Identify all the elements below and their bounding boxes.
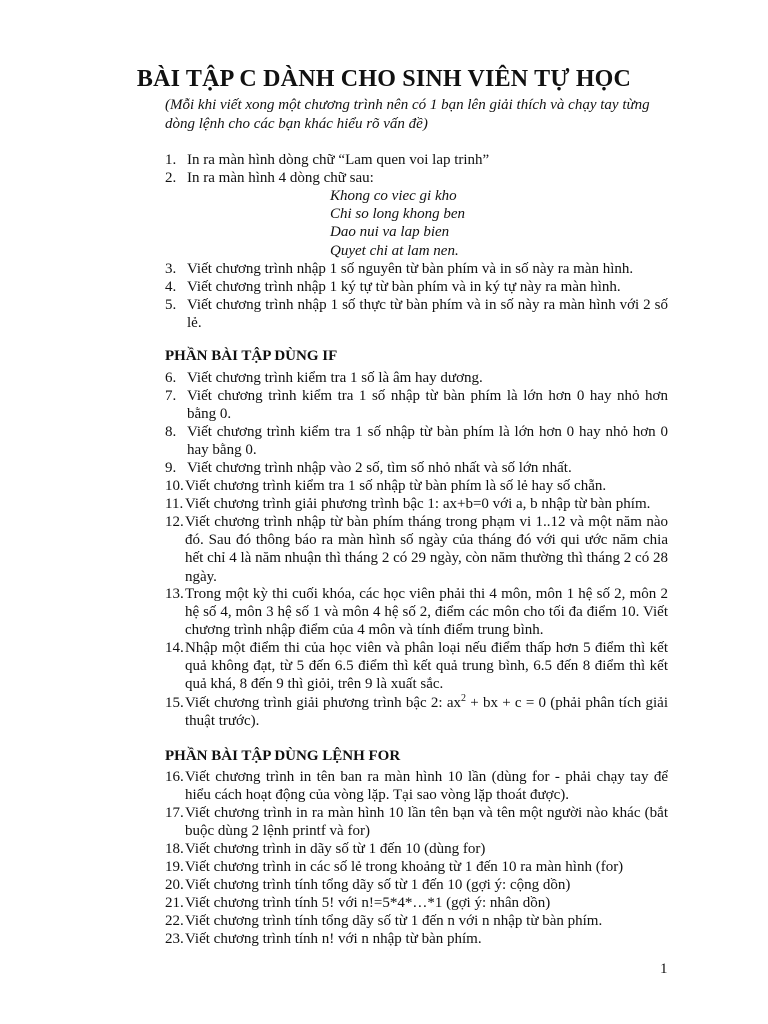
list-item bbox=[165, 639, 668, 694]
item-number: 20. bbox=[165, 877, 184, 893]
item-text: In ra màn hình 4 dòng chữ sau: bbox=[187, 170, 374, 186]
item-number: 14. bbox=[165, 640, 184, 656]
item-number: 11. bbox=[165, 496, 184, 512]
list-item bbox=[165, 151, 668, 169]
item-number: 13. bbox=[165, 586, 184, 602]
list-item bbox=[165, 768, 668, 804]
item-text: Viết chương trình kiểm tra 1 số nhập từ bàn phím là số lẻ hay số chẵn. bbox=[185, 478, 607, 494]
exponent: 2 bbox=[461, 693, 466, 704]
item-text: Viết chương trình tính 5! với n!=5*4*…*1 (gợi ý: nhân dồn) bbox=[185, 895, 551, 911]
item-number: 6. bbox=[165, 370, 177, 386]
item-text: Viết chương trình in ra màn hình 10 lần tên bạn và tên một người nào khác (bắt buộc dùng 2 lệnh printf và for) bbox=[185, 805, 668, 840]
list-item bbox=[165, 369, 668, 387]
list-item bbox=[165, 858, 668, 876]
item-number: 4. bbox=[165, 279, 177, 295]
poem-line: Khong co viec gi kho bbox=[330, 188, 457, 204]
list-item bbox=[165, 894, 668, 912]
item-text: Viết chương trình nhập 1 số thực từ bàn phím và in số này ra màn hình với 2 số lẻ. bbox=[187, 297, 668, 332]
list-item bbox=[165, 169, 668, 187]
document-subtitle: (Mỗi khi viết xong một chương trình nên có 1 bạn lên giải thích và chạy tay từng dòng lệnh cho các bạn khác hiểu rõ vấn đề) bbox=[165, 97, 650, 132]
page-number: 1 bbox=[660, 961, 668, 977]
item-number: 10. bbox=[165, 478, 184, 494]
section-heading-if: PHẦN BÀI TẬP DÙNG IF bbox=[165, 348, 338, 364]
item-text: Viết chương trình kiểm tra 1 số nhập từ bàn phím là lớn hơn 0 hay nhỏ hơn 0 hay bằng 0. bbox=[187, 424, 668, 459]
item-number: 19. bbox=[165, 859, 184, 875]
list-item bbox=[165, 387, 668, 423]
list-item bbox=[165, 260, 668, 278]
item-text: In ra màn hình dòng chữ “Lam quen voi lap trinh” bbox=[187, 152, 490, 168]
poem-block bbox=[330, 187, 465, 260]
item-text: Viết chương trình tính tổng dãy số từ 1 đến n với n nhập từ bàn phím. bbox=[185, 913, 603, 929]
poem-line: Chi so long khong ben bbox=[330, 206, 465, 223]
item-number: 3. bbox=[165, 261, 177, 277]
item-text: Viết chương trình nhập 1 số nguyên từ bàn phím và in số này ra màn hình. bbox=[187, 261, 634, 277]
list-item bbox=[165, 912, 668, 930]
poem-line: Dao nui va lap bien bbox=[330, 224, 450, 241]
item-text: Viết chương trình kiểm tra 1 số là âm hay dương. bbox=[187, 370, 483, 386]
item-text: Viết chương trình giải phương trình bậc 2: $ax^2$ + bx + c = 0 (phải phân tích giải thuật trước). bbox=[185, 693, 668, 730]
item-text: Viết chương trình kiểm tra 1 số nhập từ bàn phím là lớn hơn 0 hay nhỏ hơn bằng 0. bbox=[187, 388, 668, 423]
item-text: Viết chương trình nhập vào 2 số, tìm số nhỏ nhất và số lớn nhất. bbox=[187, 460, 572, 476]
item-number: 15. bbox=[165, 695, 184, 711]
item-text: Viết chương trình nhập từ bàn phím tháng trong phạm vi 1..12 và một năm nào đó. Sau đó thông báo ra màn hình số ngày của tháng đó với qui ước năm chia hết chỉ 4 là năm nhuận thì tháng 2 có 29 ngày, còn năm thường thì tháng 2 có 28 ngày. bbox=[185, 514, 668, 585]
list-item bbox=[165, 694, 668, 730]
item-text: Viết chương trình in các số lẻ trong khoảng từ 1 đến 10 ra màn hình (for) bbox=[185, 859, 624, 875]
list-item bbox=[165, 495, 668, 513]
document-title: BÀI TẬP C DÀNH CHO SINH VIÊN TỰ HỌC bbox=[136, 66, 632, 92]
item-number: 8. bbox=[165, 424, 177, 440]
list-item bbox=[165, 804, 668, 840]
list-item bbox=[165, 585, 668, 640]
item-text: Trong một kỳ thi cuối khóa, các học viên phải thi 4 môn, môn 1 hệ số 2, môn 2 hệ số 4, môn 3 hệ số 1 và môn 4 hệ số 2, điểm các môn cho tối đa điểm 10. Viết chương trình nhập điểm của 4 môn và tính điểm trung bình. bbox=[185, 586, 668, 639]
list-item bbox=[165, 278, 668, 296]
poem-line: Quyet chi at lam nen. bbox=[330, 242, 459, 259]
item-text: Viết chương trình nhập 1 ký tự từ bàn phím và in ký tự này ra màn hình. bbox=[187, 279, 621, 295]
item-number: 22. bbox=[165, 913, 184, 929]
item-text: Nhập một điểm thi của học viên và phân loại nếu điểm thấp hơn 5 điểm thì kết quả không đạt, từ 5 đến 6.5 điểm thì kết quả trung bình, 6.5 đến 8 điểm thì kết quả khá, 8 đến 9 thì giỏi, trên 9 là xuất sắc. bbox=[185, 640, 668, 693]
list-item bbox=[165, 477, 668, 495]
item-number: 1. bbox=[165, 152, 177, 168]
list-item bbox=[165, 930, 668, 948]
item-number: 12. bbox=[165, 514, 184, 530]
item-text: Viết chương trình giải phương trình bậc 1: ax+b=0 với a, b nhập từ bàn phím. bbox=[185, 496, 651, 512]
list-item bbox=[165, 296, 668, 332]
list-item bbox=[165, 459, 668, 477]
list-item bbox=[165, 876, 668, 894]
item-number: 7. bbox=[165, 388, 177, 404]
item-text: Viết chương trình in dãy số từ 1 đến 10 (dùng for) bbox=[185, 841, 486, 857]
item-number: 2. bbox=[165, 170, 177, 186]
item-number: 16. bbox=[165, 769, 184, 785]
list-item bbox=[165, 513, 668, 586]
list-item bbox=[165, 423, 668, 459]
item-number: 9. bbox=[165, 460, 177, 476]
item-text: Viết chương trình tính tổng dãy số từ 1 đến 10 (gợi ý: cộng dồn) bbox=[185, 877, 571, 893]
item-text: Viết chương trình tính n! với n nhập từ bàn phím. bbox=[185, 931, 482, 947]
item-number: 5. bbox=[165, 297, 177, 313]
item-number: 23. bbox=[165, 931, 184, 947]
item-number: 17. bbox=[165, 805, 184, 821]
item-text: Viết chương trình in tên ban ra màn hình 10 lần (dùng for - phải chạy tay để hiểu cách hoạt động của vòng lặp. Tại sao vòng lặp thoát được). bbox=[185, 769, 668, 804]
item-number: 18. bbox=[165, 841, 184, 857]
section-heading-for: PHẦN BÀI TẬP DÙNG LỆNH FOR bbox=[165, 748, 401, 764]
list-item bbox=[165, 840, 668, 858]
item-number: 21. bbox=[165, 895, 184, 911]
